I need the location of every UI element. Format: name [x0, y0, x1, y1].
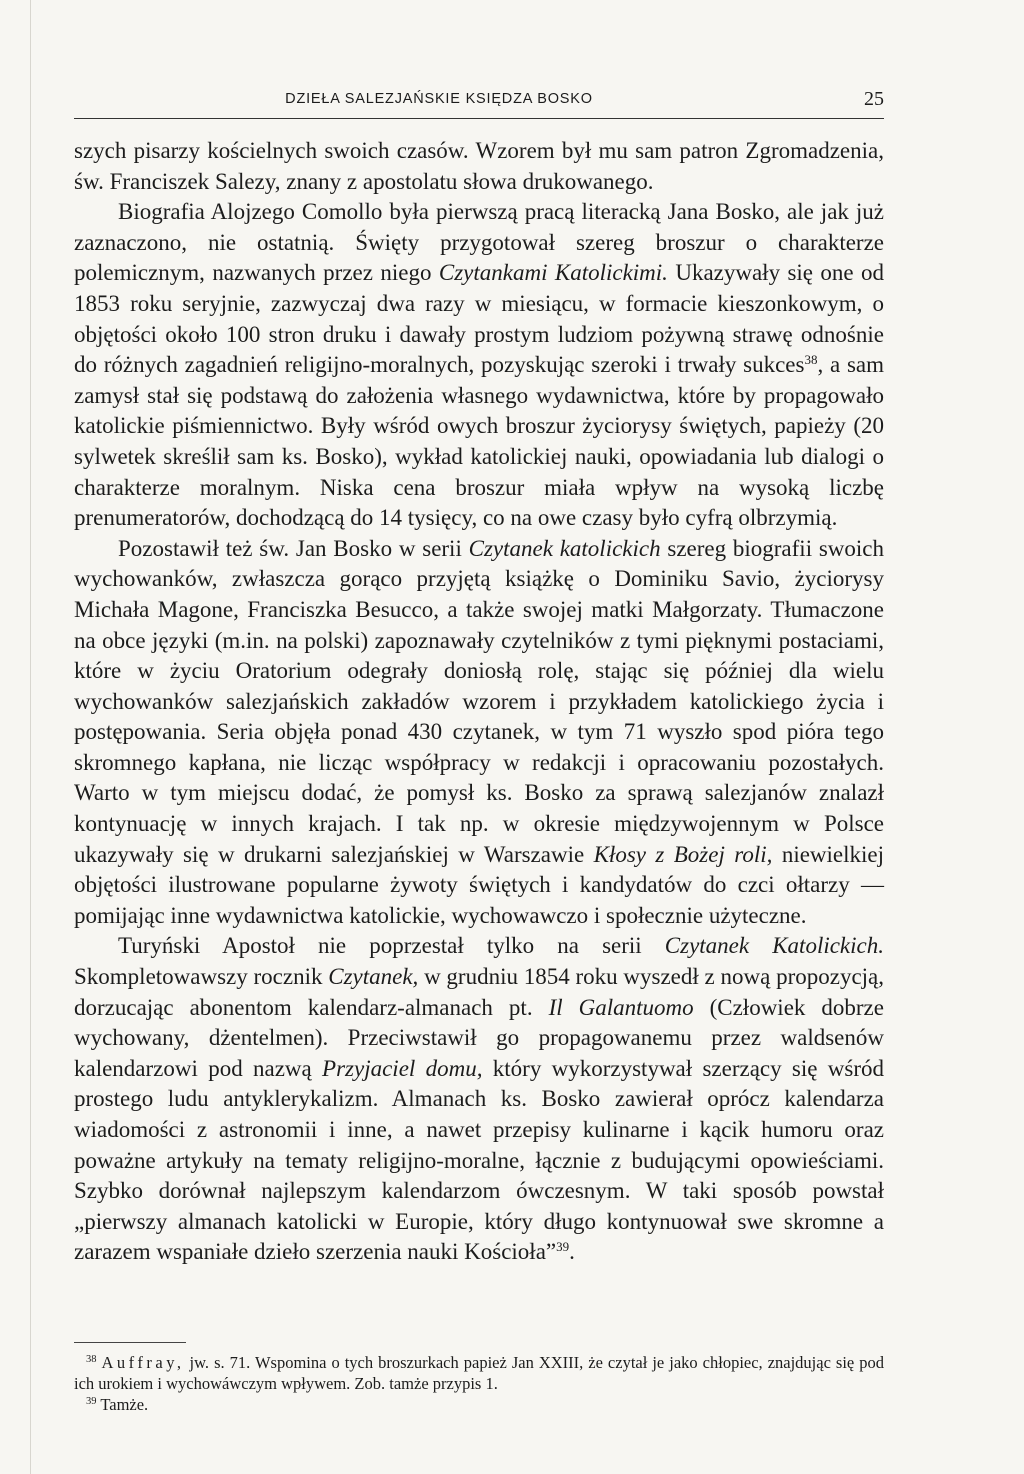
title-przyjaciel-domu: Przyjaciel domu, [322, 1055, 483, 1081]
footnotes [74, 1352, 884, 1415]
paragraph-3 [74, 534, 884, 932]
paragraph-2-text-c: , a sam zamysł stał się podstawą do założenia własnego wydawnictwa, które by propagowało katolickie piśmiennictwo. Były wśród owych broszur życiorysy świętych, papieży (20 sylwetek skreślił sam ks. Bosko), wykład katolickiej nauki, opowiadania lub dialogi o charakterze moralnym. Niska cena broszur miała wpływ na wysoką liczbę prenumeratorów, dochodzącą do 14 tysięcy, co na owe czasy było cyfrą olbrzymią. [74, 352, 885, 531]
page-edge-line [30, 0, 31, 1474]
paragraph-1-text: szych pisarzy kościelnych swoich czasów. Wzorem był mu sam patron Zgromadzenia, św. Franciszek Salezy, znany z apostolatu słowa drukowanego. [74, 138, 884, 194]
paragraph-4-text-d: (Człowiek dobrze wychowany, dżentelmen). Przeciwstawił go propagowanemu przez waldsenów kalendarzowi pod nazwą [74, 994, 884, 1081]
footnote-number: 38 [86, 1354, 97, 1365]
paragraph-4 [74, 931, 884, 1268]
title-czytanek-katolickich-2: Czytanek Katolickich. [664, 933, 884, 959]
page-number: 25 [864, 88, 884, 110]
title-klosy-z-bozej-roli: Kłosy z Bożej roli, [593, 841, 773, 867]
running-title: DZIEŁA SALEZJAŃSKIE KSIĘDZA BOSKO [285, 91, 593, 107]
paragraph-1 [74, 136, 884, 197]
paragraph-3-text-a: Pozostawił też św. Jan Bosko w serii [118, 535, 469, 561]
title-czytanki-katolickie: Czytankami Katolickimi. [438, 260, 668, 286]
footnote-text: Tamże. [100, 1395, 149, 1414]
title-czytanek-katolickich: Czytanek katolickich [468, 535, 661, 561]
page-header [74, 88, 884, 112]
paragraph-4-text-f: . [569, 1239, 575, 1265]
paragraph-3-text-c: niewielkiej objętości ilustrowane popularne żywoty świętych i kandydatów do czci ołtarzy — pomijając inne wydawnictwa katolickie, wychowawczo i społecznie użyteczne. [74, 841, 885, 928]
paragraph-2 [74, 197, 884, 534]
footnote-number: 39 [86, 1396, 97, 1407]
paragraph-3-text-b: szereg biografii swoich wychowanków, zwłaszcza gorąco przyjętą książkę o Dominiku Savio, życiorysy Michała Magone, Franciszka Besucco, a także swojej matki Małgorzaty. Tłumaczone na obce języki (m.in. na polski) zapoznawały czytelników z tymi pięknymi postaciami, które w życiu Oratorium odegrały doniosłą rolę, stając się później dla wielu wychowanków salezjańskich zakładów wzorem i przykładem katolickiego życia i postępowania. Seria objęła ponad 430 czytanek, w tym 71 wyszło spod pióra tego skromnego kapłana, nie licząc współpracy w redakcji i opracowaniu pozostałych. Warto w tym miejscu dodać, że pomysł ks. Bosko za sprawą salezjanów znalazł kontynuację w innych krajach. I tak np. w okresie międzywojennym w Polsce ukazywały się w drukarni salezjańskiej w Warszawie [74, 535, 885, 867]
footnote-text: jw. s. 71. Wspomina o tych broszurkach papież Jan XXIII, że czytał je jako chłopiec, znajdując się pod ich urokiem i wychowáwczym wpływem. Zob. tamże przypis 1. [74, 1353, 884, 1393]
footnote-ref-39[interactable]: 39 [556, 1239, 570, 1255]
paragraph-2-text-b: Ukazywały się one od 1853 roku seryjnie, zazwyczaj dwa razy w miesiącu, w formacie kieszonkowym, o objętości około 100 stron druku i dawały prostym ludziom pożywną strawę odnośnie do różnych zagadnień religijno-moralnych, pozyskując szeroki i trwały sukces [74, 260, 885, 378]
paragraph-4-text-c: w grudniu 1854 roku wyszedł z nową propozycją, dorzucając abonentom kalendarz-almanach pt. [74, 964, 885, 1020]
title-czytanek: Czytanek, [328, 964, 419, 990]
footnote-author: Auffray, [101, 1353, 185, 1372]
header-rule [74, 118, 884, 119]
title-il-galantuomo: Il Galantuomo [548, 994, 694, 1020]
paragraph-4-text-a: Turyński Apostoł nie poprzestał tylko na serii [118, 933, 665, 959]
footnote-38 [74, 1352, 884, 1394]
paragraph-2-text-a: Biografia Alojzego Comollo była pierwszą pracą literacką Jana Bosko, ale jak już zaznaczono, nie ostatnią. Święty przygotował szereg broszur o charakterze polemicznym, nazwanych przez niego [74, 199, 884, 286]
paragraph-4-text-e: który wykorzystywał szerzący się wśród prostego ludu antyklerykalizm. Almanach ks. Bosko zawierał oprócz kalendarza wiadomości z astronomii i inne, a nawet przepisy kulinarne i kącik humoru oraz poważne artykuły na tematy religijno-moralne, łącznie z budującymi opowieściami. Szybko dorównał najlepszym kalendarzom ówczesnym. W taki sposób powstał „pierwszy almanach katolicki w Europie, który długo kontynuował swe skromne a zarazem wspaniałe dzieło szerzenia nauki Kościoła” [74, 1055, 885, 1265]
body-text [74, 136, 884, 1268]
footnote-rule [74, 1342, 186, 1343]
footnote-39 [74, 1394, 884, 1415]
paragraph-4-text-b: Skompletowawszy rocznik [74, 964, 329, 990]
footnote-ref-38[interactable]: 38 [804, 352, 818, 368]
